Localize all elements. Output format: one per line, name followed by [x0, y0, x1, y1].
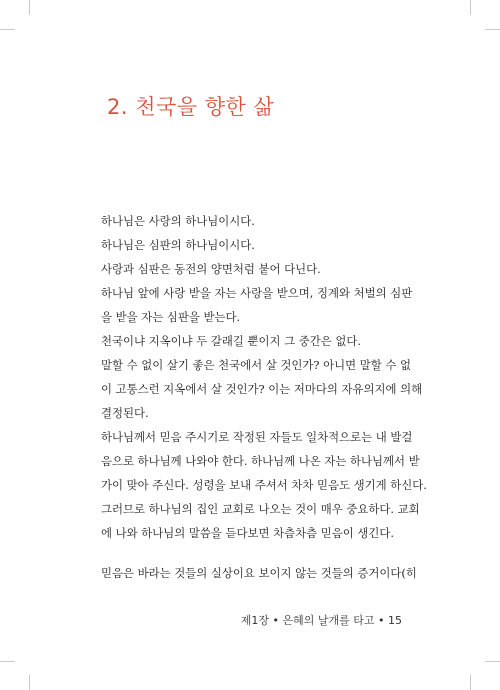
- body-line: 천국이냐 지옥이냐 두 갈래길 뿐이지 그 중간은 없다.: [101, 334, 362, 348]
- body-line: 이 고통스런 지옥에서 살 것인가? 이는 저마다의 자유의지에 의해: [101, 382, 423, 396]
- body-line: 가이 맞아 주신다. 성령을 보내 주셔서 차차 믿음도 생기게 하신다.: [101, 478, 427, 492]
- body-line: 말할 수 없이 살기 좋은 천국에서 살 것인가? 아니면 말할 수 없: [101, 358, 412, 372]
- body-line: 에 나와 하나님의 말씀을 듣다보면 차츰차츰 믿음이 생긴다.: [101, 526, 395, 540]
- body-line: 결정된다.: [101, 406, 149, 420]
- crop-mark: [470, 675, 471, 690]
- chapter-title: 2. 천국을 향한 삶: [107, 95, 275, 119]
- crop-mark: [485, 29, 500, 30]
- body-line: 하나님은 심판의 하나님이시다.: [101, 238, 255, 252]
- crop-mark: [485, 661, 500, 662]
- body-line: 을 받을 자는 심판을 받는다.: [101, 310, 241, 324]
- crop-mark: [29, 675, 30, 690]
- body-line: 사랑과 심판은 동전의 양면처럼 붙어 다닌다.: [101, 262, 321, 276]
- body-line: 믿음은 바라는 것들의 실상이요 보이지 않는 것들의 증거이다(히: [101, 566, 417, 580]
- body-line: 하나님은 사랑의 하나님이시다.: [101, 214, 255, 228]
- body-line: 하나님께서 믿음 주시기로 작정된 자들도 일차적으로는 내 발걸: [101, 430, 413, 444]
- body-line: 그러므로 하나님의 집인 교회로 나오는 것이 매우 중요하다. 교회: [101, 502, 420, 516]
- crop-mark: [0, 661, 15, 662]
- crop-mark: [29, 0, 30, 15]
- crop-mark: [470, 0, 471, 15]
- page-footer: 제1장 • 은혜의 날개를 타고 • 15: [240, 614, 402, 627]
- body-line: 하나님 앞에 사랑 받을 자는 사랑을 받으며, 징계와 처벌의 심판: [101, 286, 413, 300]
- body-line: 음으로 하나님께 나와야 한다. 하나님께 나온 자는 하나님께서 받: [101, 454, 420, 468]
- crop-mark: [0, 29, 15, 30]
